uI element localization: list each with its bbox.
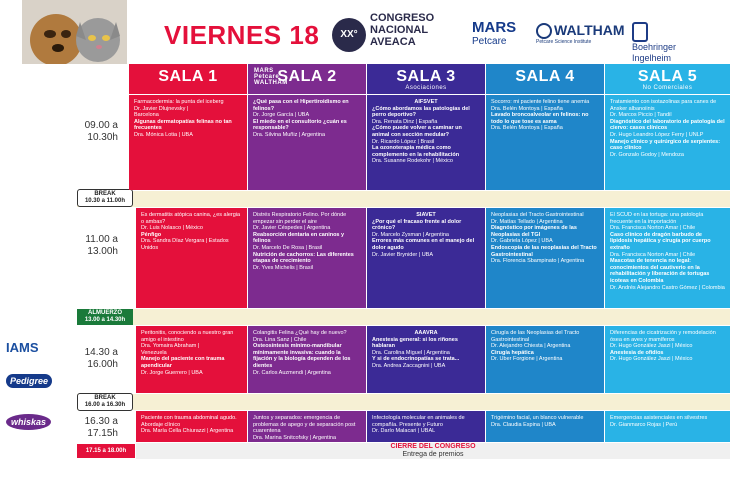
lunch-time: 13.00 a 14.30h [84,317,126,323]
speaker: Dra. Yomaira Abraham | [141,343,200,350]
talk-title: Errores más comunes en el manejo del dolor agudo [372,238,475,251]
session-cell [486,326,604,393]
speaker: Dra. Sandra Díaz Vergara | Estados Unidos [141,238,229,251]
mini-logo-line: MARS [254,68,274,74]
speaker: Dr. Marcelo Zysman | Argentina [372,231,449,238]
talk-title: El miedo en el consultorio ¿cuán es responsable? [253,118,347,132]
session-cell [605,208,730,308]
boehringer-logo [632,22,676,64]
time-line: 14.30 a [84,347,118,358]
column-title: SALA 3 [396,68,456,85]
speaker: Dra. Carolina Miguel | Argentina [372,349,450,356]
mini-logo-line: WALTHAM [254,80,288,86]
speaker: Dr. Marcos Piccio | Tandil [610,112,672,119]
speaker: Dra. Silvina Muñiz | Argentina [253,131,326,138]
talk-title: Neoplasias del Tracto Gastrointestinal [491,212,584,218]
lunch-label [77,309,133,325]
column-title: SALA 1 [158,68,218,85]
session-cell [136,326,247,393]
session-cell [136,411,247,442]
time-line: 13.00h [87,246,118,257]
speaker: Dr. Jorge Guerrero | UBA [141,369,203,376]
talk-title: Manejo clínico y quirúrgico de serpientes: caso clínico [610,138,721,152]
talk-title: Socorro: mi paciente felino tiene anemia [491,99,590,105]
closing-time: 17.15 a 18.00h [77,444,135,458]
talk-title: La ozonoterapia médica como complemento en la rehabilitación [372,145,460,158]
column-header-sala-5 [605,64,730,94]
break-title: BREAK [94,191,116,197]
boehringer-line: Boehringer [632,42,677,52]
congress-line: AVEACA [370,36,416,48]
talk-title: ¿Cómo abordamos las patologías del perro deportivo? [372,105,470,119]
speaker: Dra. Francisca Norton Amar | Chile [610,251,696,258]
waltham-logo-sub: Petcare Science Institute [536,39,592,46]
boehringer-line: Ingelheim [632,53,672,63]
talk-title: Anestesia general: si los riñones hablaran [372,336,458,350]
mars-logo-sub: Petcare [472,36,507,47]
speaker: Dra. Marina Snitcofsky | Argentina [253,434,337,441]
iams-logo: IAMS [6,340,39,355]
speaker: Dr. Andrés Alejandro Castro Gómez | Colombia [610,284,725,291]
speaker: Venezuela [141,349,167,356]
session-cell [248,208,366,308]
session-cell [248,95,366,190]
congress-line: CONGRESO [370,12,435,24]
time-line: 16.30 a [84,416,118,427]
time-slot-4 [60,416,128,440]
break-label [77,393,133,411]
column-title: SALA 5 [637,68,698,85]
column-title: SALA 4 [515,68,575,85]
speaker: Dra. María Cella Chiurazzi | Argentina [141,428,234,435]
talk-title: Algunas dermatopatías felinas no tan frecuentes [134,118,232,132]
speaker: Barcelona [134,112,159,119]
talk-title: Es dermatitis atópica canina, ¿es alergia o ambas? [141,212,241,225]
column-header-sala-1 [129,64,247,94]
speaker: Dr. Gonzalo Godoy | Mendoza [610,151,684,158]
talk-title: Cirugía de las Neoplasias del Tracto Gastrointestinal [491,330,580,343]
session-cell [248,326,366,393]
speaker: Dra. Renata Dinz | España [372,118,438,125]
time-line: 17.15h [87,428,118,439]
time-line: 09.00 a [84,120,118,131]
break-band [77,191,730,207]
speaker: Dra. Susanne Rodekohr | México [372,158,453,165]
time-line: 16.00h [87,359,118,370]
speaker: Dr. Javier Céspedes | Argentina [253,225,331,232]
speaker: Dr. Yves Michelis | Brasil [253,264,314,271]
column-header-sala-3 [367,64,485,94]
break-time: 16.00 a 16.30h [84,402,126,408]
talk-title: Y si de endocrinopatías se trata... [372,356,460,363]
column-title: SALA 2 [277,68,337,85]
talk-title: Distrés Respiratorio Felino. Por dónde empezar sin perder el aire [253,212,347,225]
pedigree-logo: Pedigree [6,374,52,388]
whiskas-logo: whiskas [6,414,51,430]
speaker: Dra. Andrea Zaccagnini | UBA [372,362,446,369]
mars-logo-text: MARS [472,19,517,36]
column-header-sala-2 [248,64,366,94]
talk-title: Anestesia de ofidios [610,349,664,356]
closing-subtitle: Entrega de premios [402,451,464,458]
talk-title: Emergencias asistenciales en silvestres [610,415,708,421]
session-cell [129,95,247,190]
break-time: 10.30 a 11.00h [84,198,126,204]
association-name: AIFSVET [414,99,438,105]
speaker: Dr. Javier Brynider | UBA [372,251,434,258]
congress-name [370,12,434,48]
talk-title: Trigémino facial, un blanco vulnerable [491,415,584,421]
association-name: AAAVRA [414,330,438,336]
speaker: Dr. Gabriela López | UBA [491,238,553,245]
association-name: SIAVET [416,212,436,218]
waltham-logo-text: WALTHAM [554,22,625,38]
session-cell [486,208,604,308]
speaker: Dr. Darío Malacari | UBAL [372,428,436,435]
talk-title: Nutrición de cachorros: Las diferentes etapas de crecimiento [253,251,354,265]
talk-title: Diagnóstico por imágenes de las Neoplasias del TGI [491,225,577,238]
talk-title: Paciente con trauma abdominal agudo. Abordaje clínico [141,415,237,428]
session-cell [248,411,366,442]
time-line: 10.30h [87,132,118,143]
page-title: VIERNES 18 [164,20,320,50]
session-cell [367,95,485,190]
break-title: BREAK [94,395,116,401]
talk-title: Diferencias de cicatrización y remodelación ósea en aves y mamíferos [610,330,716,343]
talk-title: ¿Por qué el fracaso frente al dolor crónico? [372,218,462,232]
speaker: Dr. Luis Nolasco | México [141,225,203,232]
speaker: Dr. Hugo González Jaszi | México [610,343,693,350]
speaker: Dra. Lina Sanz | Chile [253,336,307,343]
mini-logo-line: Petcare [254,74,280,80]
talk-title: El SCUD en las tortuga: una patología frecuente en la importación [610,212,704,225]
talk-title: Mascotas de tenencia no legal: conocimientos del cautiverio en la rehabilitación y liberación de tortugas icoteas en Colombia [610,258,710,284]
time-slot-3 [60,347,128,371]
speaker: Dra. Mónica Lotia | UBA [134,131,193,138]
talk-title: Lavado broncoalveolar en felinos: no todo lo que tose es asma [491,112,589,125]
closing-banner [136,443,730,459]
column-subtitle: Asociaciones [405,85,447,91]
time-slot-1 [60,120,128,144]
session-cell [367,326,485,393]
speaker: Dr. Carlos Auzmendi | Argentina [253,369,331,376]
mars-petcare-logo [472,21,516,49]
session-cell [367,411,485,442]
talk-title: ¿Cómo puede volver a caminar un animal con sección medular? [372,125,462,138]
speaker: Dr. Javier Dlujnevsky | [134,105,189,112]
break-label [77,189,133,207]
talk-title: Juntos y separados: emergencia de problemas de apego y de separación post cuarentena [253,415,356,435]
time-line: 11.00 a [85,234,118,245]
talk-title: Reabsorción dentaria en caninos y felinos [253,231,345,245]
speaker: Dr. Ricardo López | Brasil [372,138,435,145]
session-cell [136,208,247,308]
break-band [77,394,730,410]
talk-title: Farmacodermia: la punta del iceberg [134,99,224,105]
speaker: Dr. Jorge García | UBA [253,112,310,119]
session-cell [605,411,730,442]
pets-photo [22,0,127,64]
waltham-circle-icon [536,23,552,39]
talk-title: Peritonitis, conociendo a nuestro gran amigo el intestino [141,330,234,343]
speaker: Dra. Claudia Espina | UBA [491,421,556,428]
session-cell [367,208,485,308]
boehringer-mark-icon [632,22,648,42]
session-cell [605,95,730,190]
lunch-band [77,309,730,325]
talk-title: Cirugía hepática [491,349,534,356]
talk-title: ¿Qué pasa con el Hipertiroidismo en felinos? [253,99,349,112]
speaker: Dra. Florencia Sbampinato | Argentina [491,258,585,265]
lunch-title: ALMUERZO [88,310,122,316]
talk-title: Osteosíntesis mínimo-mandibular mínimamente invasiva: cuando la fijación y la biología dependen de los dientes [253,343,351,369]
session-cell [486,411,604,442]
talk-title: Caso clínico de dragón barbudo de lipidosis hepática y cirugía por cuerpo extraño [610,231,711,251]
speaker: Dr. Hugo González Jaszi | México [610,356,693,363]
speaker: Dr. Marcelo De Rosa | Brasil [253,244,323,251]
closing-title: CIERRE DEL CONGRESO [390,443,476,450]
talk-title: Colangitis Felina ¿Qué hay de nuevo? [253,330,347,336]
header [0,0,730,64]
speaker: Dra. Francisca Norton Amar | Chile [610,225,696,232]
talk-title: Infectología molecular en animales de compañía. Presente y Futuro [372,415,465,428]
congress-badge: XX° [332,18,366,52]
session-cell [605,326,730,393]
session-cell [486,95,604,190]
column-subtitle: No Comerciales [642,85,693,91]
speaker: Dr. Matías Tellado | Argentina [491,218,563,225]
congress-line: NACIONAL [370,24,429,36]
speaker: Dra. Belén Montoya | España [491,125,563,132]
talk-title: Pénfigo [141,231,162,238]
speaker: Dra. Belén Montoya | España [491,105,563,112]
speaker: Dr. Hugo Leandro López Ferry | UNLP [610,131,704,138]
speaker: Dr. Alejandro Chiesta | Argentina [491,343,571,350]
waltham-logo [536,22,625,45]
talk-title: Tratamiento con isotazolinas para canes de Ansker albanoiinis [610,99,717,112]
talk-title: Manejo del paciente con trauma apendicular [141,356,225,369]
mars-waltham-mini-logo [254,68,288,86]
column-header-sala-4 [486,64,604,94]
speaker: Dr. Uber Forgione | Argentina [491,356,563,363]
talk-title: Endoscopía de las neoplasias del Tracto Gastrointestinal [491,244,597,258]
time-slot-2 [60,234,128,258]
talk-title: Diagnóstico del laboratorio de patología del ciervo: casos clínicos [610,118,725,132]
speaker: Dr. Gianmarco Rojas | Perú [610,421,678,428]
